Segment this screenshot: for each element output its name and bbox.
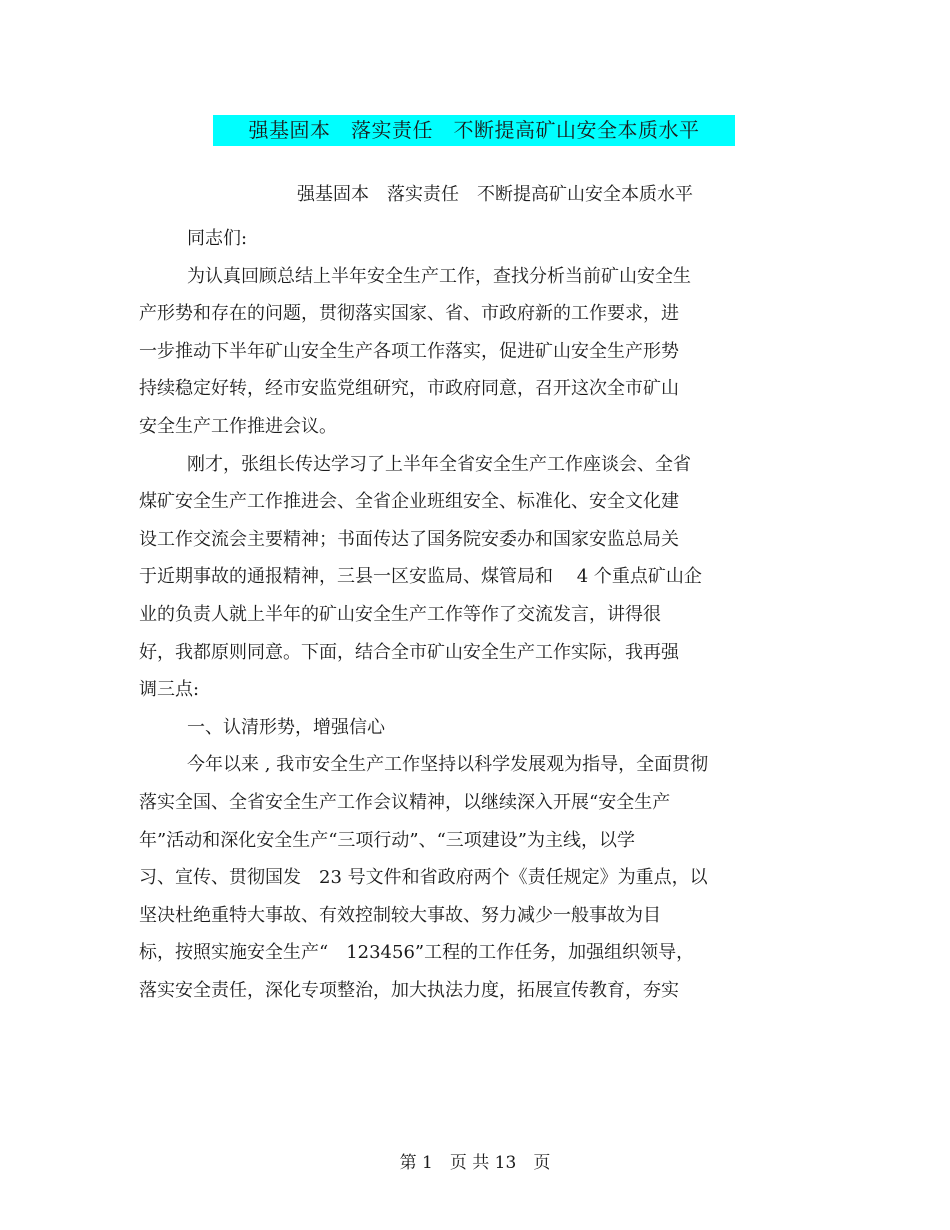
body-line: 标，按照实施安全生产“ 123456”工程的工作任务，加强组织领导，: [139, 942, 695, 964]
body-line: 产形势和存在的问题，贯彻落实国家、省、市政府新的工作要求，进: [139, 303, 679, 325]
body-line: 落实安全责任，深化专项整治，加大执法力度，拓展宣传教育，夯实: [139, 979, 679, 1001]
highlighted-title: 强基固本 落实责任 不断提高矿山安全本质水平: [213, 115, 735, 146]
body-line: 煤矿安全生产工作推进会、全省企业班组安全、标准化、安全文化建: [139, 491, 679, 513]
body-line: 一、认清形势，增强信心: [187, 716, 385, 738]
body-line: 一步推动下半年矿山安全生产各项工作落实，促进矿山安全生产形势: [139, 340, 679, 362]
body-line: 于近期事故的通报精神，三县一区安监局、煤管局和 4 个重点矿山企: [139, 566, 702, 588]
body-line: 调三点:: [139, 679, 200, 701]
body-line: 安全生产工作推进会议。: [139, 415, 337, 437]
page-footer: 第 1 页 共 13 页: [399, 1153, 551, 1173]
body-line: 坚决杜绝重特大事故、有效控制较大事故、努力减少一般事故为目: [139, 904, 661, 926]
body-line: 今年以来 , 我市安全生产工作坚持以科学发展观为指导，全面贯彻: [187, 754, 709, 776]
body-line: 落实全国、全省安全生产工作会议精神，以继续深入开展“安全生产: [139, 791, 671, 813]
body-line: 习、宣传、贯彻国发 23 号文件和省政府两个《责任规定》为重点，以: [139, 867, 708, 889]
body-line: 同志们:: [187, 228, 248, 249]
document-body: [139, 220, 799, 1009]
document-title: 强基固本 落实责任 不断提高矿山安全本质水平: [297, 184, 693, 205]
body-line: 好，我都原则同意。下面，结合全市矿山安全生产工作实际，我再强: [139, 641, 679, 663]
body-line: 年”活动和深化安全生产“三项行动”、“三项建设”为主线，以学: [139, 829, 636, 851]
body-line: 为认真回顾总结上半年安全生产工作，查找分析当前矿山安全生: [187, 265, 691, 287]
body-line: 业的负责人就上半年的矿山安全生产工作等作了交流发言，讲得很: [139, 603, 661, 625]
body-line: 刚才，张组长传达学习了上半年全省安全生产工作座谈会、全省: [187, 453, 691, 475]
body-line: 持续稳定好转，经市安监党组研究，市政府同意，召开这次全市矿山: [139, 378, 679, 400]
body-line: 设工作交流会主要精神；书面传达了国务院安委办和国家安监总局关: [139, 528, 679, 550]
